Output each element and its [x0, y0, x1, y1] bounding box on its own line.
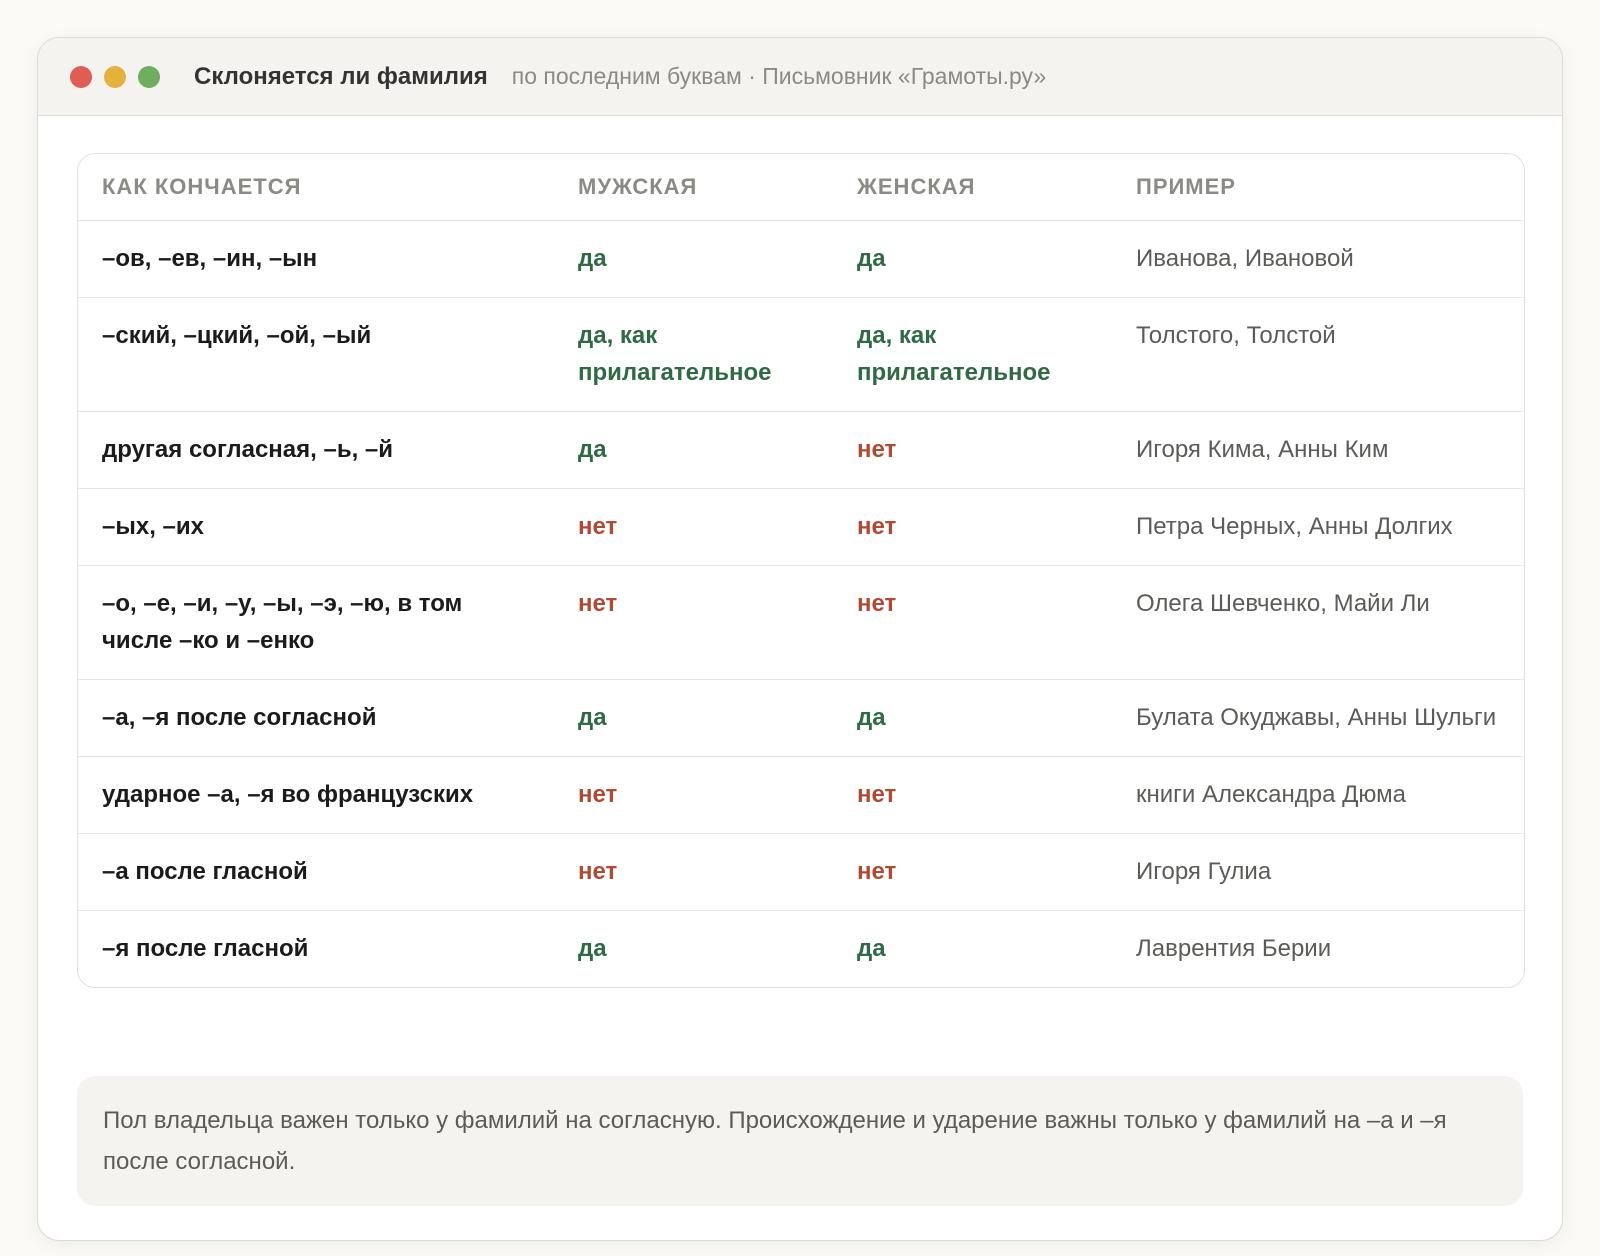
- column-header-female: ЖЕНСКАЯ: [833, 154, 1112, 221]
- table-row: [78, 757, 1524, 834]
- table-row: [78, 566, 1524, 680]
- male-cell: да: [554, 412, 833, 489]
- ending-cell: –о, –е, –и, –у, –ы, –э, –ю, в том числе –ко и –енко: [78, 566, 554, 680]
- table-row: [78, 489, 1524, 566]
- male-cell: да, как прилагательное: [554, 298, 833, 412]
- table-row: [78, 680, 1524, 757]
- ending-cell: другая согласная, –ь, –й: [78, 412, 554, 489]
- column-header-male: МУЖСКАЯ: [554, 154, 833, 221]
- close-window-button[interactable]: [70, 66, 92, 88]
- male-cell: нет: [554, 834, 833, 911]
- window-title: Склоняется ли фамилия: [194, 62, 488, 90]
- ending-cell: –ых, –их: [78, 489, 554, 566]
- male-cell: да: [554, 680, 833, 757]
- example-cell: Толстого, Толстой: [1112, 298, 1524, 412]
- female-cell: нет: [833, 834, 1112, 911]
- minimize-window-button[interactable]: [104, 66, 126, 88]
- male-cell: да: [554, 221, 833, 298]
- table-row: [78, 221, 1524, 298]
- footnote: Пол владельца важен только у фамилий на согласную. Происхождение и ударение важны только у фамилий на –а и –я после согласной.: [77, 1076, 1523, 1206]
- male-cell: нет: [554, 566, 833, 680]
- table-row: [78, 298, 1524, 412]
- declension-table: [78, 154, 1524, 987]
- app-window: [37, 37, 1563, 1241]
- female-cell: да: [833, 680, 1112, 757]
- ending-cell: –я после гласной: [102, 935, 309, 962]
- example-cell: Лаврентия Берии: [1136, 935, 1332, 962]
- column-header-ending: КАК КОНЧАЕТСЯ: [78, 154, 554, 221]
- female-cell: да: [857, 935, 886, 962]
- example-cell: Булата Окуджавы, Анны Шульги: [1112, 680, 1524, 757]
- example-cell: книги Александра Дюма: [1112, 757, 1524, 834]
- maximize-window-button[interactable]: [138, 66, 160, 88]
- female-cell: да: [833, 221, 1112, 298]
- female-cell: нет: [833, 489, 1112, 566]
- male-cell: нет: [554, 489, 833, 566]
- example-cell: Иванова, Ивановой: [1112, 221, 1524, 298]
- window-subtitle: по последним буквам · Письмовник «Грамоты.ру»: [511, 63, 1047, 89]
- ending-cell: –ов, –ев, –ин, –ын: [78, 221, 554, 298]
- example-cell: Петра Черных, Анны Долгих: [1112, 489, 1524, 566]
- ending-cell: –а, –я после согласной: [78, 680, 554, 757]
- female-cell: да, как прилагательное: [833, 298, 1112, 412]
- female-cell: нет: [833, 566, 1112, 680]
- example-cell: Игоря Гулиа: [1112, 834, 1524, 911]
- ending-cell: –ский, –цкий, –ой, –ый: [78, 298, 554, 412]
- female-cell: нет: [833, 757, 1112, 834]
- male-cell: да: [578, 935, 607, 962]
- table-header-row: [78, 154, 1524, 221]
- example-cell: Олега Шевченко, Майи Ли: [1112, 566, 1524, 680]
- title-bar: [38, 38, 1562, 116]
- example-cell: Игоря Кима, Анны Ким: [1112, 412, 1524, 489]
- declension-table-card: [77, 153, 1525, 988]
- table-row: [78, 911, 1524, 988]
- table-row: [78, 834, 1524, 911]
- male-cell: нет: [554, 757, 833, 834]
- female-cell: нет: [833, 412, 1112, 489]
- column-header-example: ПРИМЕР: [1112, 154, 1524, 221]
- table-row: [78, 412, 1524, 489]
- ending-cell: –а после гласной: [78, 834, 554, 911]
- ending-cell: ударное –а, –я во французских: [78, 757, 554, 834]
